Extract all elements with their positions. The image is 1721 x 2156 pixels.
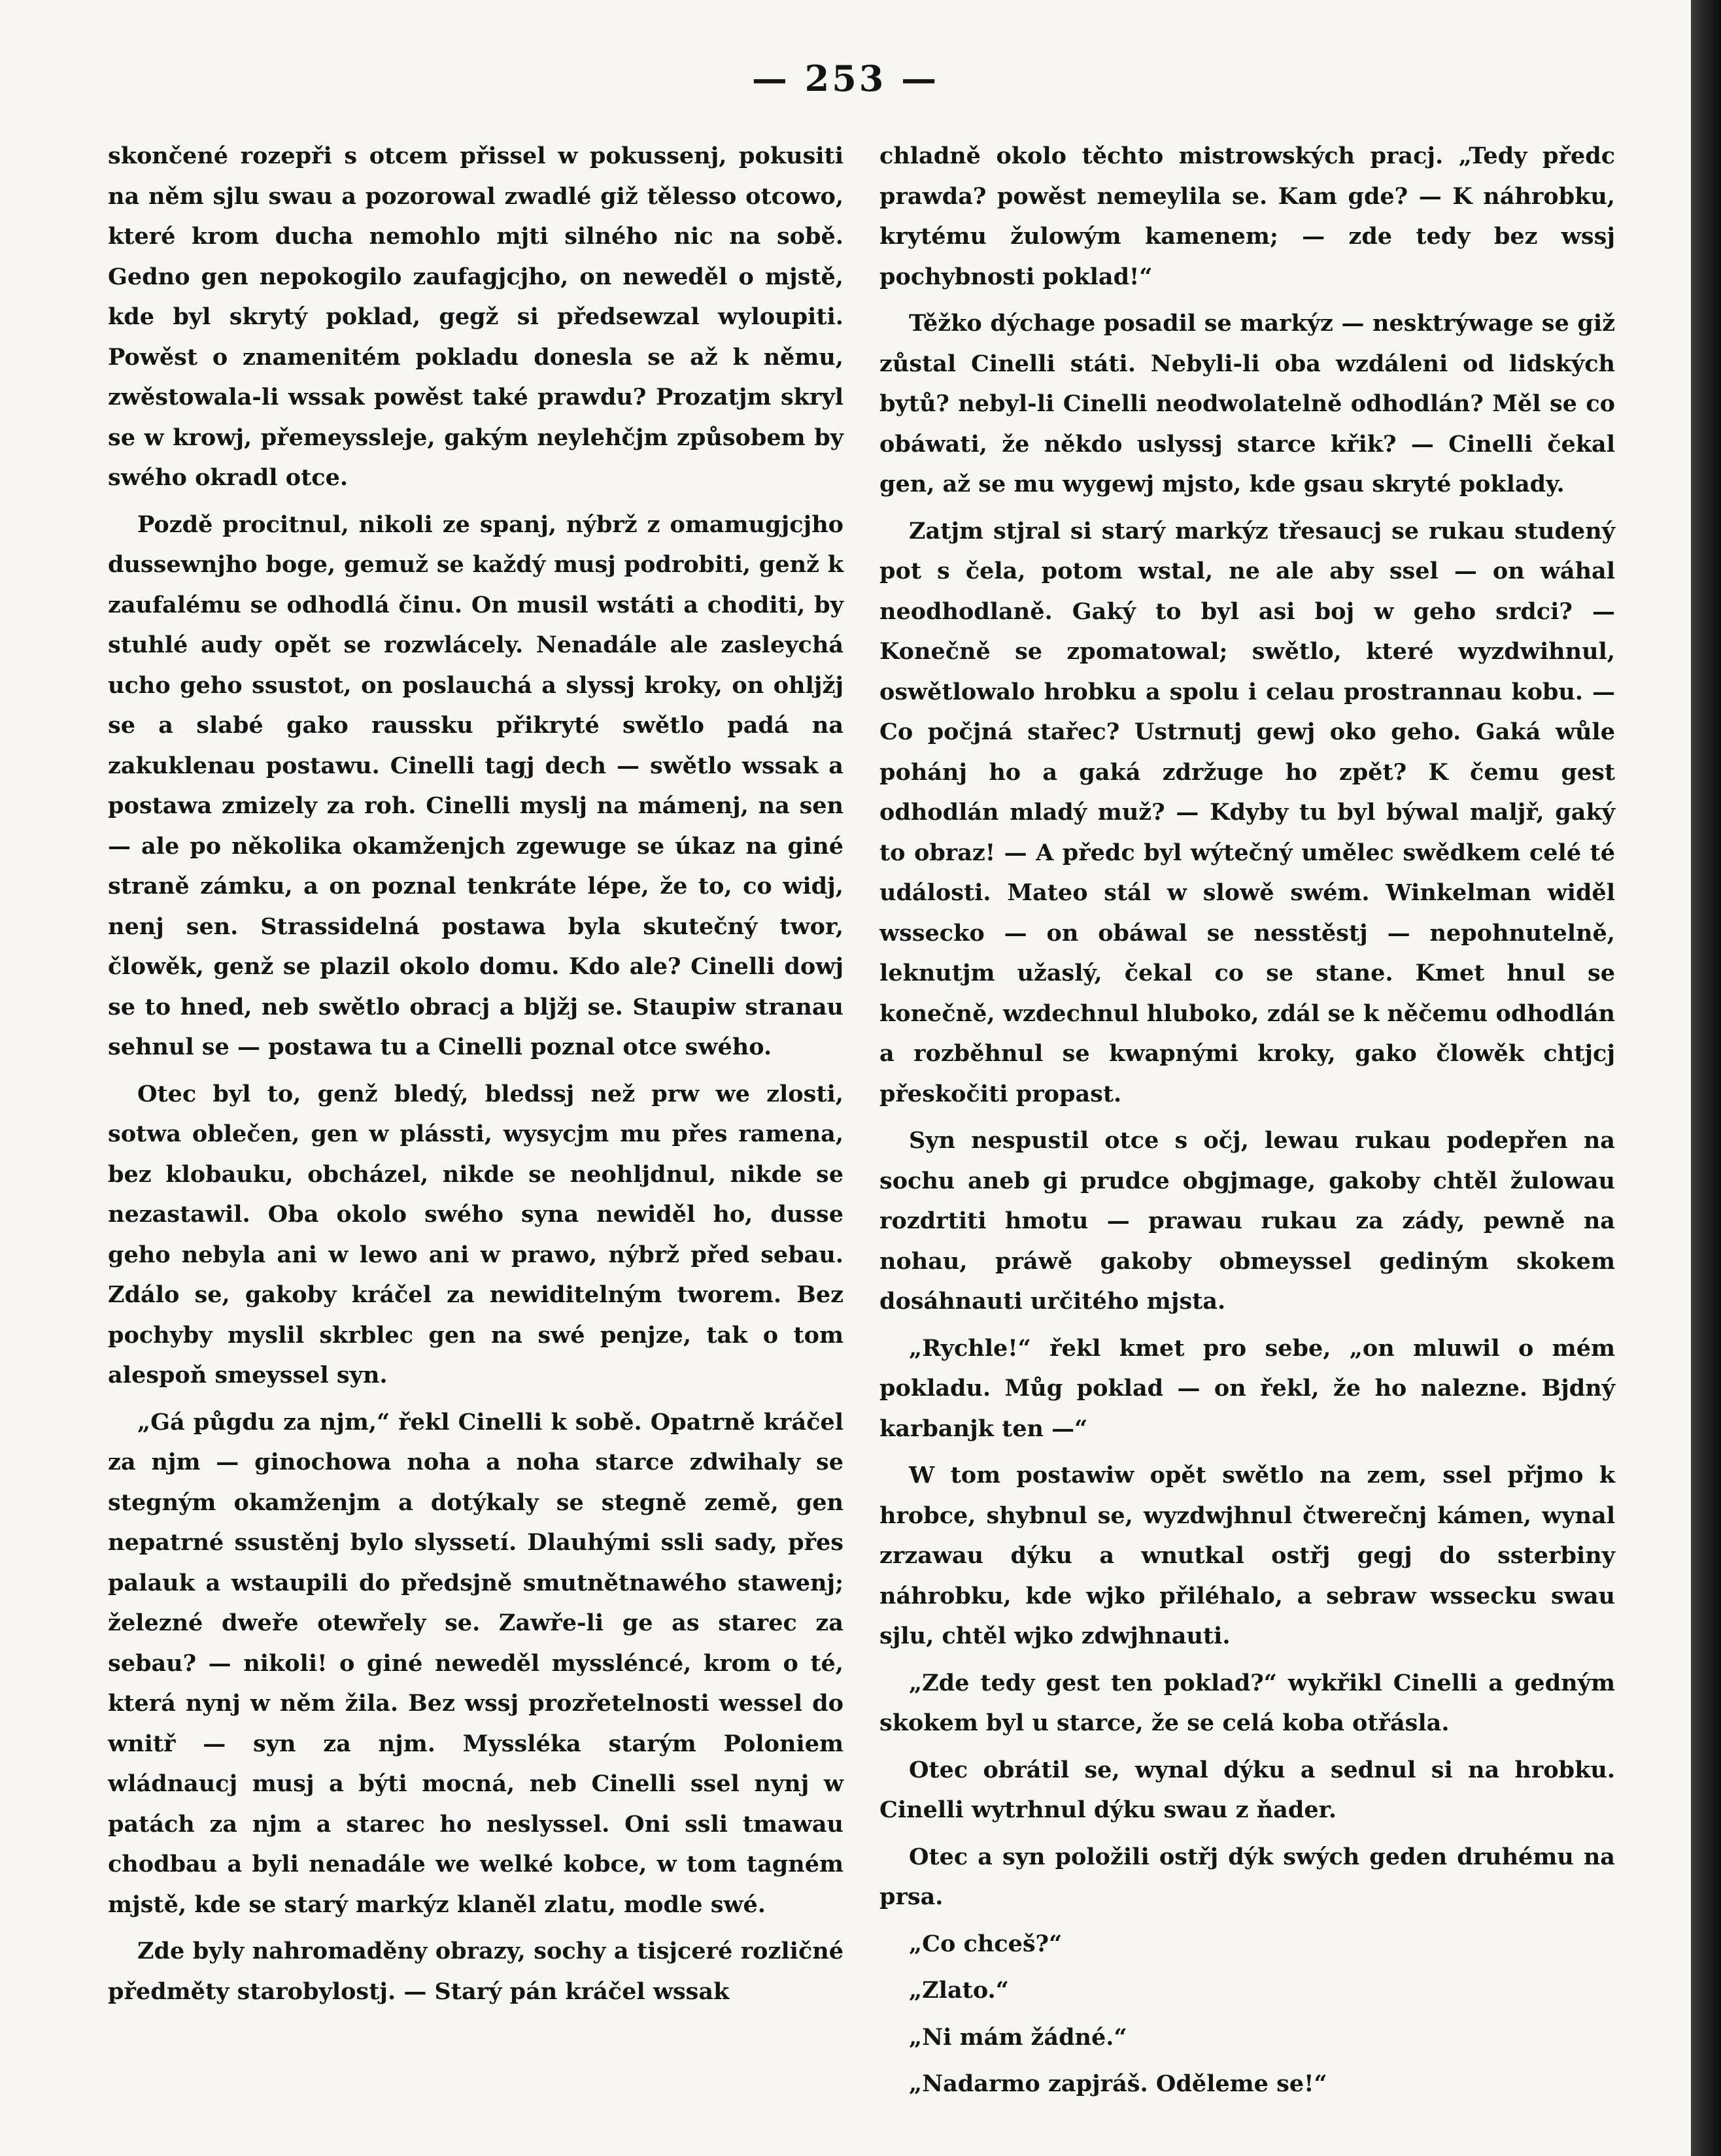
paragraph: Syn nespustil otce s očj, lewau rukau podepřen na sochu aneb gi prudce obgjmage, gakoby chtěl žulowau rozdrtiti hmotu — prawau rukau za zády, pewně na nohau, práwě gakoby obmeyssel gediným skokem dosáhnauti určitého mjsta.	[879, 1127, 1615, 1315]
paragraph: Otec obrátil se, wynal dýku a sednul si na hrobku. Cinelli wytrhnul dýku swau z ňader.	[879, 1756, 1615, 1823]
paragraph: Pozdě procitnul, nikoli ze spanj, nýbrž z omamugjcjho dussewnjho boge, gemuž se každý musj podrobiti, genž k zaufalému se odhodlá činu. On musil wstáti a choditi, by stuhlé audy opět se rozwlácely. Nenadále ale zasleychá ucho geho ssustot, on poslauchá a slyssj kroky, on ohljžj se a slabé gako raussku přikryté swětlo padá na zakuklenau postawu. Cinelli tagj dech — swětlo wssak a postawa zmizely za roh. Cinelli myslj na mámenj, na sen — ale po několika okamženjch zgewuge se úkaz na giné straně zámku, a on poznal tenkráte lépe, že to, co widj, nenj sen. Strassidelná postawa byla skutečný twor, člowěk, genž se plazil okolo domu. Kdo ale? Cinelli dowj se to hned, neb swětlo obracj a bljžj se. Staupiw stranau sehnul se — postawa tu a Cinelli poznal otce swého.	[108, 511, 843, 1060]
page-number: — 253 —	[751, 58, 940, 99]
paragraph: Otec byl to, genž bledý, bledssj než prw we zlosti, sotwa oblečen, gen w plássti, wysycjm mu přes ramena, bez klobauku, obcházel, nikde se neohljdnul, nikde se nezastawil. Oba okolo swého syna newiděl ho, dusse geho nebyla ani w lewo ani w prawo, nýbrž před sebau. Zdálo se, gakoby kráčel za newiditelným tworem. Bez pochyby myslil skrblec gen na swé penjze, tak o tom alespoň smeyssel syn.	[108, 1080, 843, 1389]
paragraph: „Zde tedy gest ten poklad?“ wykřikl Cinelli a gedným skokem byl u starce, že se celá koba otřásla.	[879, 1669, 1615, 1736]
paragraph: „Rychle!“ řekl kmet pro sebe, „on mluwil o mém pokladu. Můg poklad — on řekl, že ho nalezne. Bjdný karbanjk ten —“	[879, 1334, 1615, 1442]
dialogue-line: „Co chceš?“	[909, 1930, 1063, 1957]
paragraph: Těžko dýchage posadil se markýz — nesktrýwage se giž zůstal Cinelli státi. Nebyli-li oba wzdáleni od lidských bytů? nebyl-li Cinelli neodwolatelně odhodlán? Měl se co obáwati, že někdo uslyssj starce křik? — Cinelli čekal gen, až se mu wygewj mjsto, kde gsau skryté poklady.	[879, 310, 1615, 497]
paragraph: skončené rozepři s otcem přissel w pokussenj, pokusiti na něm sjlu swau a pozorowal zwadlé giž tělesso otcowo, které krom ducha nemohlo mjti silného nic na sobě. Gedno gen nepokogilo zaufagjcjho, on neweděl o mjstě, kde byl skrytý poklad, gegž si předsewzal wyloupiti. Powěst o znamenitém pokladu donesla se až k němu, zwěstowala-li wssak powěst také prawdu? Prozatjm skryl se w krowj, přemeyssleje, gakým neylehčjm způsobem by swého okradl otce.	[108, 143, 843, 491]
dialogue-line: „Zlato.“	[909, 1977, 1009, 2004]
dialogue-line: „Nadarmo zapjráš. Oděleme se!“	[909, 2070, 1327, 2097]
left-column	[108, 136, 843, 2018]
dialogue-line: „Ni mám žádné.“	[909, 2023, 1127, 2051]
right-column	[879, 136, 1615, 2111]
paragraph: Zde byly nahromaděny obrazy, sochy a tisjceré rozličné předměty starobylostj. — Starý pán kráčel wssak	[108, 1938, 843, 2005]
page-edge-shadow	[1691, 0, 1721, 2156]
paragraph: Zatjm stjral si starý markýz třesaucj se rukau studený pot s čela, potom wstal, ne ale aby ssel — on wáhal neodhodlaně. Gaký to byl asi boj w geho srdci? — Konečně se zpomatowal; swětlo, které wyzdwihnul, oswětlowalo hrobku a spolu i celau prostrannau kobu. — Co počjná stařec? Ustrnutj gewj oko geho. Gaká wůle pohánj ho a gaká zdržuge ho zpět? K čemu gest odhodlán mladý muž? — Kdyby tu byl býwal maljř, gaký to obraz! — A předc byl wýtečný umělec swědkem celé té události. Mateo stál w slowě swém. Winkelman widěl wssecko — on obáwal se nesstěstj — nepohnutelně, leknutjm užaslý, čekal co se stane. Kmet hnul se konečně, wzdechnul hluboko, zdál se k něčemu odhodlán a rozběhnul se kwapnými kroky, gako člowěk chtjcj přeskočiti propast.	[879, 517, 1615, 1107]
paragraph: „Gá půgdu za njm,“ řekl Cinelli k sobě. Opatrně kráčel za njm — ginochowa noha a noha starce zdwihaly se stegným okamženjm a dotýkaly se stegně země, gen nepatrné ssustěnj bylo slyssetí. Dlauhými ssli sady, přes palauk a wstaupili do předsjně smutnětnawého stawenj; železné dweře otewřely se. Zawře-li ge as starec za sebau? — nikoli! o giné neweděl myssléncé, krom o té, která nynj w něm žila. Bez wssj prozřetelnosti wessel do wnitř — syn za njm. Myssléka starým Poloniem wládnaucj musj a býti mocná, neb Cinelli ssel nynj w patách za njm a starec ho neslyssel. Oni ssli tmawau chodbau a byli nenadále we welké kobce, w tom tagném mjstě, kde se starý markýz klaněl zlatu, modle swé.	[108, 1408, 843, 1918]
paragraph: W tom postawiw opět swětlo na zem, ssel přjmo k hrobce, shybnul se, wyzdwjhnul čtwerečnj kámen, wynal zrzawau dýku a wnutkal ostřj gegj do ssterbiny náhrobku, kde wjko přiléhalo, a sebraw wssecku swau sjlu, chtěl wjko zdwjhnauti.	[879, 1462, 1615, 1649]
paragraph: chladně okolo těchto mistrowských pracj. „Tedy předc prawda? powěst nemeylila se. Kam gde? — K náhrobku, krytému žulowým kamenem; — zde tedy bez wssj pochybnosti poklad!“	[879, 143, 1615, 290]
paragraph: Otec a syn položili ostřj dýk swých geden druhému na prsa.	[879, 1843, 1615, 1910]
